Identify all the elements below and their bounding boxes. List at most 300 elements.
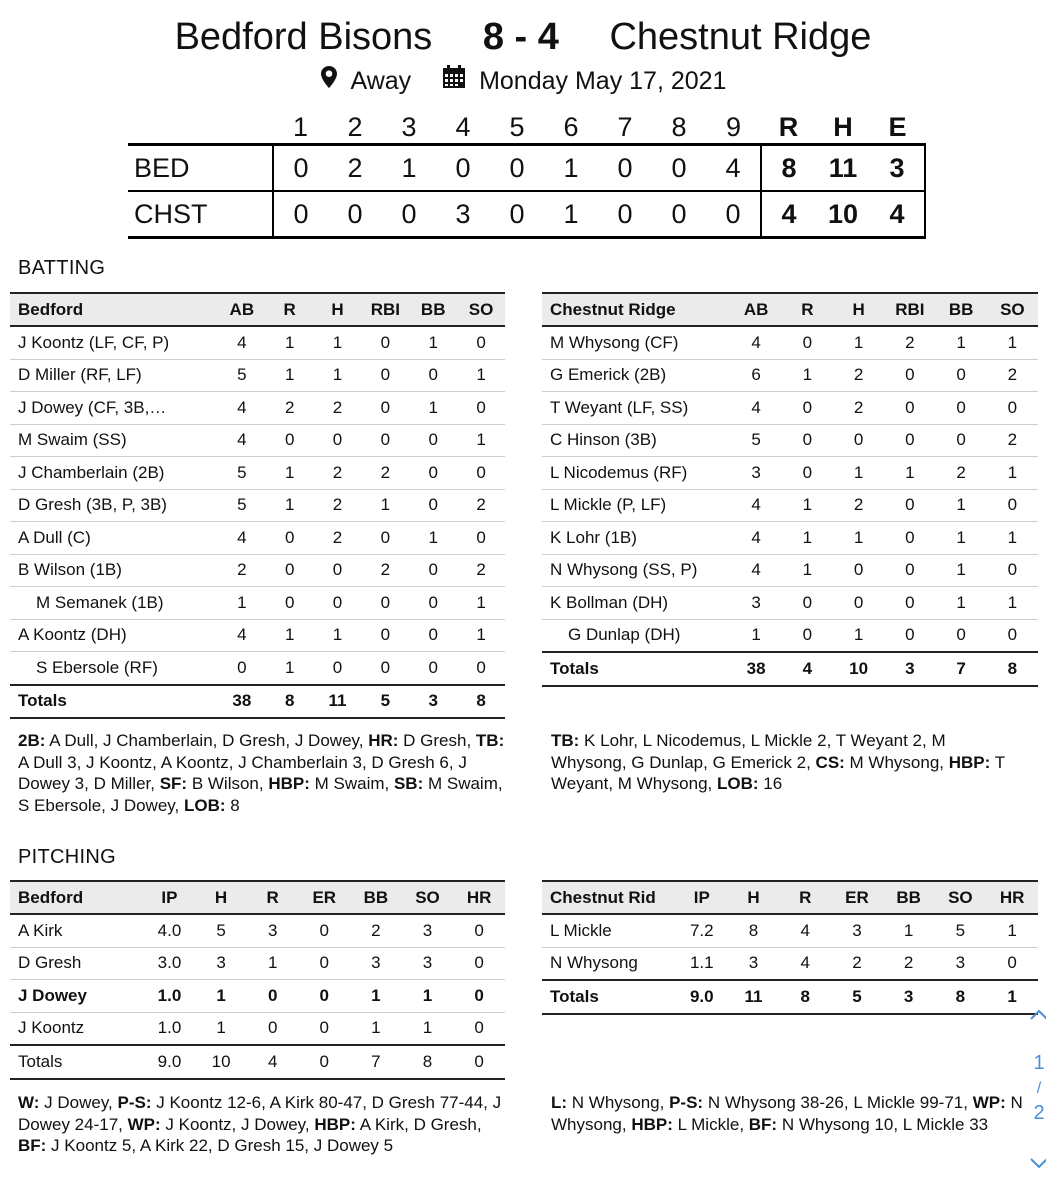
stat-cell: 5 (935, 914, 987, 947)
stat-cell: 4 (730, 392, 781, 425)
inning-runs: 0 (347, 198, 363, 229)
note-value: T Weyant, M Whysong, (551, 752, 1005, 793)
stat-cell: 1 (195, 980, 247, 1013)
col-header-r: R (247, 881, 299, 914)
table-row (10, 392, 505, 425)
stat-cell: 0 (266, 554, 314, 587)
stat-cell: 3 (730, 587, 781, 620)
stat-cell: 0 (298, 914, 350, 947)
stat-cell: 0 (457, 392, 505, 425)
table-row (542, 424, 1038, 457)
stat-cell: 0 (266, 522, 314, 555)
stat-cell: 1 (361, 489, 409, 522)
stat-cell: 7.2 (676, 914, 728, 947)
col-header-er: ER (831, 881, 883, 914)
stat-cell: 2 (987, 424, 1038, 457)
total-cell: 38 (730, 652, 781, 686)
total-r: 4 (761, 191, 816, 238)
stat-cell: 0 (266, 587, 314, 620)
team-header: Chestnut Ridge (542, 293, 730, 326)
stat-cell: 2 (987, 359, 1038, 392)
stat-cell: 2 (884, 326, 935, 359)
inning-runs: 0 (401, 198, 417, 229)
stat-cell: 1 (409, 392, 457, 425)
stat-cell: 4 (218, 392, 266, 425)
stat-cell: 4 (730, 489, 781, 522)
stat-cell: 0 (361, 392, 409, 425)
total-cell: 11 (728, 980, 780, 1014)
col-header-er: ER (298, 881, 350, 914)
stat-cell: 5 (218, 489, 266, 522)
stat-cell: 5 (218, 359, 266, 392)
stat-cell: 0 (884, 522, 935, 555)
col-header-so: SO (935, 881, 987, 914)
total-h: 10 (827, 198, 859, 229)
stat-cell: 0 (409, 489, 457, 522)
stat-cell: 0 (884, 619, 935, 652)
note-value: A Kirk, D Gresh, (355, 1114, 482, 1134)
note-key: L: (551, 1093, 568, 1112)
stat-cell: 1.0 (144, 1012, 196, 1045)
stat-cell: 4 (779, 947, 831, 980)
linescore-row (128, 145, 925, 192)
col-header-so: SO (457, 293, 505, 326)
stat-cell: 0 (457, 326, 505, 359)
stat-cell: 0 (833, 554, 884, 587)
player-name: B Wilson (1B) (10, 554, 218, 587)
inning-runs: 0 (509, 198, 525, 229)
table-row (542, 522, 1038, 555)
linescore-team: BED (134, 152, 190, 183)
table-row (542, 587, 1038, 620)
game-location: Away (350, 67, 412, 96)
stat-cell: 0 (361, 424, 409, 457)
total-cell: 8 (935, 980, 987, 1014)
stat-cell: 1 (350, 980, 402, 1013)
team-header: Chestnut Rid (542, 881, 676, 914)
table-row (10, 489, 505, 522)
chestnut-pitching-notes (551, 1092, 1029, 1135)
stat-cell: 0 (361, 522, 409, 555)
player-name: N Whysong (542, 947, 676, 980)
total-e: 3 (870, 145, 925, 192)
inning-runs: 0 (671, 152, 687, 183)
stat-cell: 0 (247, 1012, 299, 1045)
totals-label: Totals (10, 685, 218, 719)
game-date: Monday May 17, 2021 (479, 67, 727, 96)
note-value: N Whysong, (551, 1093, 1023, 1134)
stat-cell: 0 (409, 652, 457, 685)
stat-cell: 1.1 (676, 947, 728, 980)
stat-cell: 2 (361, 457, 409, 490)
table-row (10, 522, 505, 555)
total-cell: 11 (314, 685, 362, 719)
inning-runs: 0 (725, 198, 741, 229)
note-key: P-S: (117, 1093, 152, 1112)
note-key: LOB: (183, 795, 226, 815)
stat-cell: 3.0 (144, 947, 196, 980)
inning-runs: 0 (617, 152, 633, 183)
table-row (10, 619, 505, 652)
total-cell: 10 (833, 652, 884, 686)
stat-cell: 5 (218, 457, 266, 490)
stat-cell: 0 (935, 424, 986, 457)
note-key: SF: (159, 774, 188, 793)
stat-cell: 1 (218, 587, 266, 620)
stat-cell: 3 (730, 457, 781, 490)
player-name: J Chamberlain (2B) (10, 457, 218, 490)
stat-cell: 0 (935, 392, 986, 425)
note-value: L Mickle, (672, 1114, 749, 1134)
note-value: M Swaim, (309, 774, 394, 793)
home-team-name: Bedford Bisons (174, 16, 433, 58)
stat-cell: 0 (314, 554, 362, 587)
stat-cell: 0 (247, 980, 299, 1013)
chestnut-batting-notes (551, 730, 1021, 795)
stat-cell: 0 (987, 619, 1038, 652)
linescore-row (128, 191, 925, 238)
col-header-rbi: RBI (884, 293, 935, 326)
stat-cell: 1 (935, 489, 986, 522)
stat-cell: 3 (195, 947, 247, 980)
stat-cell: 0 (453, 947, 505, 980)
stat-cell: 1 (833, 457, 884, 490)
stat-cell: 2 (314, 457, 362, 490)
page-1-link[interactable]: 1 (1033, 1052, 1045, 1074)
stat-cell: 0 (298, 980, 350, 1013)
stat-cell: 3 (831, 914, 883, 947)
note-value: 8 (225, 795, 240, 815)
stat-cell: 2 (457, 554, 505, 587)
note-value: D Gresh, (398, 731, 476, 750)
stat-cell: 0 (361, 619, 409, 652)
stat-cell: 1 (266, 326, 314, 359)
stat-cell: 5 (195, 914, 247, 947)
stat-cell: 2 (314, 489, 362, 522)
note-value: B Wilson, (187, 774, 269, 793)
inning-runs: 0 (455, 152, 471, 183)
stat-cell: 4 (730, 326, 781, 359)
stat-cell: 0 (314, 652, 362, 685)
stat-cell: 1 (314, 619, 362, 652)
note-key: LOB: (716, 774, 759, 793)
stat-cell: 2 (883, 947, 935, 980)
totals-label: Totals (542, 652, 730, 686)
note-key: TB: (475, 731, 505, 750)
col-header-so: SO (402, 881, 454, 914)
stat-cell: 0 (782, 619, 833, 652)
chestnut-pitching-table (542, 880, 1038, 1015)
stat-cell: 2 (361, 554, 409, 587)
inning-runs: 0 (273, 145, 328, 192)
page-down-button[interactable] (1022, 1152, 1046, 1175)
col-header-ab: AB (218, 293, 266, 326)
stat-cell: 0 (987, 554, 1038, 587)
stat-cell: 0 (457, 457, 505, 490)
table-row (10, 326, 505, 359)
note-key: HBP: (314, 1114, 356, 1134)
linescore-col-6: 6 (563, 112, 579, 142)
linescore-col-8: 8 (671, 112, 687, 142)
player-name: J Dowey (CF, 3B,… (10, 392, 218, 425)
player-name: N Whysong (SS, P) (542, 554, 730, 587)
note-value: J Koontz, J Dowey, (160, 1114, 315, 1134)
table-row (542, 392, 1038, 425)
total-cell: 1 (986, 980, 1038, 1014)
stat-cell: 1 (457, 359, 505, 392)
col-header-r: R (779, 881, 831, 914)
col-header-so: SO (987, 293, 1038, 326)
stat-cell: 3 (935, 947, 987, 980)
player-name: A Dull (C) (10, 522, 218, 555)
stat-cell: 0 (833, 587, 884, 620)
team-header: Bedford (10, 293, 218, 326)
stat-cell: 3 (728, 947, 780, 980)
total-h: 11 (828, 152, 858, 183)
player-name: L Mickle (542, 914, 676, 947)
total-cell: 10 (195, 1045, 247, 1079)
stat-cell: 0 (409, 587, 457, 620)
table-row (10, 359, 505, 392)
stat-cell: 2 (266, 392, 314, 425)
stat-cell: 0 (935, 359, 986, 392)
table-row (542, 457, 1038, 490)
stat-cell: 1 (730, 619, 781, 652)
table-row (10, 947, 505, 980)
stat-cell: 0 (833, 424, 884, 457)
stat-cell: 1 (247, 947, 299, 980)
note-value: A Dull 3, J Koontz, A Koontz, J Chamberlain 3, D Gresh 6, J Dowey 3, D Miller, (18, 752, 467, 793)
stat-cell: 3 (402, 947, 454, 980)
stat-cell: 1 (266, 652, 314, 685)
pitching-section-title: PITCHING (18, 846, 116, 868)
stat-cell: 0 (782, 424, 833, 457)
total-cell: 3 (884, 652, 935, 686)
stat-cell: 2 (350, 914, 402, 947)
note-value: M Swaim, S Ebersole, J Dowey, (18, 774, 503, 815)
stat-cell: 0 (409, 619, 457, 652)
note-key: W: (18, 1093, 40, 1112)
total-cell: 5 (361, 685, 409, 719)
stat-cell: 1 (782, 359, 833, 392)
bedford-pitching-notes (18, 1092, 508, 1157)
stat-cell: 0 (884, 489, 935, 522)
table-row (10, 652, 505, 685)
stat-cell: 0 (986, 947, 1038, 980)
bedford-batting-table (10, 292, 505, 719)
totals-row (10, 685, 505, 719)
col-header-h: H (833, 293, 884, 326)
note-value: K Lohr, L Nicodemus, L Mickle 2, T Weyant 2, M Whysong, G Dunlap, G Emerick 2, (551, 731, 946, 772)
stat-cell: 0 (314, 424, 362, 457)
total-r: 8 (761, 145, 816, 192)
note-value: J Koontz 12-6, A Kirk 80-47, D Gresh 77-44, J Dowey 24-17, (18, 1093, 502, 1134)
stat-cell: 2 (831, 947, 883, 980)
table-row (542, 914, 1038, 947)
inning-runs: 0 (671, 198, 687, 229)
page-2-link[interactable]: 2 (1033, 1102, 1045, 1124)
total-cell: 0 (298, 1045, 350, 1079)
total-cell: 8 (987, 652, 1038, 686)
linescore-team: CHST (134, 198, 208, 229)
inning-runs: 4 (725, 152, 741, 183)
note-key: HBP: (948, 752, 991, 772)
note-key: HBP: (631, 1114, 673, 1134)
total-cell: 5 (831, 980, 883, 1014)
linescore-table (128, 112, 926, 239)
table-header (542, 881, 1038, 914)
stat-cell: 1 (935, 554, 986, 587)
stat-cell: 1 (457, 587, 505, 620)
totals-label: Totals (10, 1045, 144, 1079)
stat-cell: 1 (884, 457, 935, 490)
stat-cell: 1 (409, 522, 457, 555)
total-cell: 8 (457, 685, 505, 719)
col-header-r: R (782, 293, 833, 326)
note-value: N Whysong 38-26, L Mickle 99-71, (703, 1093, 973, 1112)
stat-cell: 0 (453, 1012, 505, 1045)
table-header (10, 293, 505, 326)
stat-cell: 1 (266, 359, 314, 392)
stat-cell: 0 (409, 359, 457, 392)
stat-cell: 0 (782, 587, 833, 620)
stat-cell: 1 (782, 489, 833, 522)
stat-cell: 1 (409, 326, 457, 359)
stat-cell: 1 (195, 1012, 247, 1045)
linescore-col-e: E (888, 112, 907, 142)
totals-row (10, 1045, 505, 1079)
stat-cell: 3 (350, 947, 402, 980)
stat-cell: 0 (298, 1012, 350, 1045)
stat-cell: 0 (453, 980, 505, 1013)
player-name: M Whysong (CF) (542, 326, 730, 359)
page-up-button[interactable] (1022, 1004, 1046, 1027)
player-name: D Gresh (3B, P, 3B) (10, 489, 218, 522)
note-key: HBP: (268, 774, 310, 793)
stat-cell: 1 (266, 619, 314, 652)
bedford-batting-notes (18, 730, 508, 816)
inning-runs: 0 (509, 152, 525, 183)
inning-runs: 2 (347, 152, 363, 183)
stat-cell: 1 (402, 1012, 454, 1045)
stat-cell: 4 (218, 619, 266, 652)
stat-cell: 0 (218, 652, 266, 685)
stat-cell: 0 (409, 457, 457, 490)
stat-cell: 0 (884, 554, 935, 587)
stat-cell: 1 (935, 326, 986, 359)
col-header-bb: BB (935, 293, 986, 326)
col-header-bb: BB (883, 881, 935, 914)
table-row (542, 947, 1038, 980)
calendar-icon (442, 65, 466, 97)
stat-cell: 0 (987, 489, 1038, 522)
stat-cell: 4 (730, 554, 781, 587)
player-name: L Nicodemus (RF) (542, 457, 730, 490)
col-header-ip: IP (144, 881, 196, 914)
note-key: TB: (551, 731, 580, 750)
linescore-col-3: 3 (401, 112, 417, 142)
table-row (10, 554, 505, 587)
table-row (542, 326, 1038, 359)
col-header-bb: BB (409, 293, 457, 326)
player-name: M Swaim (SS) (10, 424, 218, 457)
chevron-down-icon (1029, 1157, 1046, 1169)
stat-cell: 1 (987, 457, 1038, 490)
stat-cell: 1 (782, 522, 833, 555)
table-row (10, 457, 505, 490)
linescore-col-9: 9 (725, 112, 742, 142)
stat-cell: 1 (457, 619, 505, 652)
table-row (542, 489, 1038, 522)
player-name: J Koontz (LF, CF, P) (10, 326, 218, 359)
player-name: G Emerick (2B) (542, 359, 730, 392)
player-name: K Bollman (DH) (542, 587, 730, 620)
note-value: M Whysong, (844, 752, 949, 772)
stat-cell: 2 (833, 392, 884, 425)
col-header-h: H (314, 293, 362, 326)
stat-cell: 4 (218, 424, 266, 457)
bedford-pitching-table (10, 880, 505, 1080)
total-cell: 7 (935, 652, 986, 686)
inning-runs: 0 (273, 191, 328, 238)
note-key: WP: (127, 1114, 161, 1134)
stat-cell: 1 (350, 1012, 402, 1045)
stat-cell: 1 (986, 914, 1038, 947)
total-cell: 38 (218, 685, 266, 719)
away-team-name: Chestnut Ridge (609, 16, 872, 58)
stat-cell: 0 (782, 326, 833, 359)
stat-cell: 1 (782, 554, 833, 587)
total-cell: 4 (247, 1045, 299, 1079)
note-value: A Dull, J Chamberlain, D Gresh, J Dowey, (45, 731, 369, 750)
stat-cell: 0 (298, 947, 350, 980)
stat-cell: 0 (884, 587, 935, 620)
stat-cell: 1 (833, 326, 884, 359)
chestnut-batting-table (542, 292, 1038, 687)
total-e: 4 (870, 191, 925, 238)
stat-cell: 1 (266, 489, 314, 522)
player-name: K Lohr (1B) (542, 522, 730, 555)
stat-cell: 4 (218, 522, 266, 555)
stat-cell: 2 (833, 359, 884, 392)
stat-cell: 0 (884, 359, 935, 392)
stat-cell: 1.0 (144, 980, 196, 1013)
stat-cell: 0 (361, 652, 409, 685)
player-name: J Koontz (10, 1012, 144, 1045)
stat-cell: 2 (833, 489, 884, 522)
note-key: BF: (748, 1114, 778, 1134)
linescore-col-1: 1 (292, 112, 309, 142)
player-name: S Ebersole (RF) (10, 652, 218, 685)
stat-cell: 3 (247, 914, 299, 947)
stat-cell: 6 (730, 359, 781, 392)
stat-cell: 2 (218, 554, 266, 587)
col-header-r: R (266, 293, 314, 326)
totals-label: Totals (542, 980, 676, 1014)
chevron-up-icon (1029, 1009, 1046, 1021)
table-row (10, 914, 505, 947)
stat-cell: 0 (782, 457, 833, 490)
note-key: CS: (815, 752, 845, 772)
stat-cell: 0 (987, 392, 1038, 425)
stat-cell: 1 (314, 326, 362, 359)
game-info (0, 64, 1046, 97)
table-row (10, 424, 505, 457)
total-cell: 9.0 (144, 1045, 196, 1079)
player-name: D Gresh (10, 947, 144, 980)
table-row (542, 619, 1038, 652)
player-name: M Semanek (1B) (10, 587, 218, 620)
